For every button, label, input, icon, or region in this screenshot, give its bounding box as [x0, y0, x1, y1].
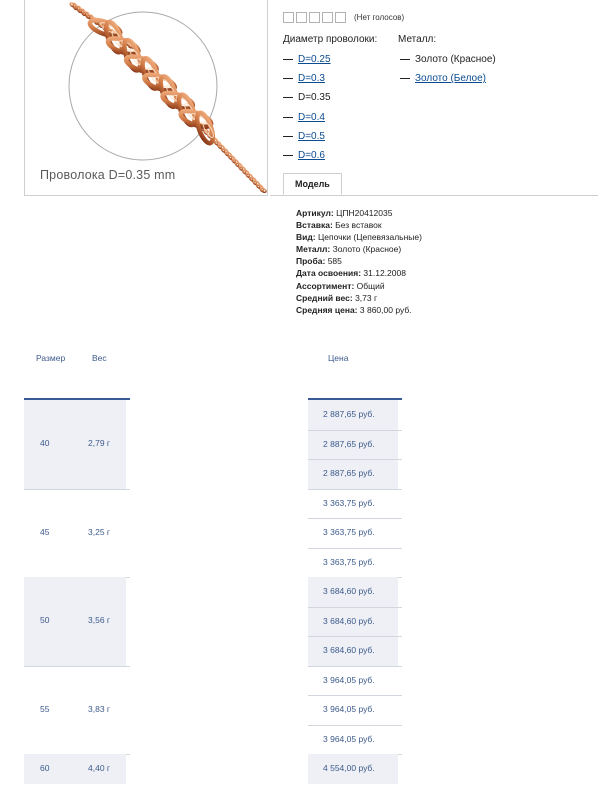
- rating-star-3[interactable]: [309, 12, 320, 23]
- diameter-option-link[interactable]: D=0.5: [298, 130, 325, 142]
- spec-value: 585: [327, 256, 342, 267]
- price-cell: 3 684,60 руб.: [323, 586, 375, 596]
- diameter-options: [283, 50, 331, 165]
- spec-label: Средний вес:: [296, 292, 353, 303]
- spec-label: Вид:: [296, 232, 316, 243]
- group-separator-price: [308, 666, 402, 667]
- diameter-option-link[interactable]: D=0.25: [298, 54, 331, 66]
- column-header-price: Цена: [328, 353, 349, 363]
- group-separator-price: [308, 489, 402, 490]
- spec-row: [296, 243, 422, 255]
- spec-row: [296, 292, 422, 304]
- spec-list: [296, 207, 422, 316]
- rating-text: (Нет голосов): [354, 13, 405, 22]
- price-cell: 2 887,65 руб.: [323, 409, 375, 419]
- price-row-separator: [308, 518, 402, 519]
- group-separator: [24, 489, 130, 490]
- weight-cell: 2,79 г: [88, 438, 111, 449]
- diameter-option[interactable]: [283, 50, 331, 69]
- spec-value: Цепочки (Цепевязальные): [317, 232, 422, 243]
- chain-zoom-section: [88, 17, 216, 145]
- price-row-separator: [308, 636, 402, 637]
- rating-star-2[interactable]: [296, 12, 307, 23]
- spec-row: [296, 280, 422, 292]
- size-cell: 50: [40, 615, 50, 626]
- dash-marker: [400, 78, 410, 79]
- spec-label: Артикул:: [296, 208, 334, 218]
- spec-value: Без вставок: [335, 220, 382, 231]
- weight-cell: 3,83 г: [88, 703, 111, 714]
- price-cell: 3 363,75 руб.: [323, 497, 375, 508]
- product-image: [24, 0, 268, 196]
- spec-value: 3 860,00 руб.: [359, 304, 412, 315]
- spec-value: Золото (Красное): [332, 244, 402, 255]
- tab-model[interactable]: Модель: [283, 173, 342, 195]
- price-cell: 3 363,75 руб.: [323, 527, 375, 537]
- weight-cell: 4,40 г: [88, 762, 111, 773]
- price-cell: 3 964,05 руб.: [323, 733, 375, 744]
- tab-bar-line: [270, 195, 598, 196]
- diameter-option-label: D=0.35: [298, 92, 331, 104]
- diameter-option-link[interactable]: D=0.4: [298, 111, 325, 123]
- price-cell: 2 887,65 руб.: [323, 468, 375, 478]
- diameter-option[interactable]: [283, 127, 331, 146]
- metal-option-label: Золото (Красное): [415, 54, 496, 66]
- spec-label: Средняя цена:: [296, 304, 358, 315]
- price-cell: 3 684,60 руб.: [323, 645, 375, 655]
- dash-marker: [283, 78, 293, 79]
- price-cell: 3 964,05 руб.: [323, 674, 375, 685]
- price-cell: 4 554,00 руб.: [323, 763, 375, 773]
- diameter-option[interactable]: [283, 88, 331, 107]
- diameter-label: Диаметр проволоки:: [283, 34, 378, 45]
- spec-label: Проба:: [296, 256, 326, 267]
- price-row-separator: [308, 430, 402, 431]
- spec-row: [296, 231, 422, 243]
- price-cell: 3 363,75 руб.: [323, 556, 375, 567]
- dash-marker: [283, 155, 293, 156]
- chain-illustration: [25, 0, 268, 196]
- magnifier-circle: [69, 12, 217, 160]
- spec-row: [296, 255, 422, 267]
- dash-marker: [283, 59, 293, 60]
- rating-star-4[interactable]: [322, 12, 333, 23]
- dash-marker: [283, 117, 293, 118]
- size-cell: 55: [40, 703, 50, 714]
- rating[interactable]: [283, 12, 404, 23]
- spec-label: Металл:: [296, 244, 331, 255]
- metal-option[interactable]: [400, 69, 496, 88]
- price-row-separator: [308, 725, 402, 726]
- spec-row: [296, 267, 422, 279]
- column-header-weight: Вес: [92, 353, 107, 363]
- diameter-option[interactable]: [283, 108, 331, 127]
- spec-label: Дата освоения:: [296, 268, 362, 279]
- dash-marker: [283, 97, 293, 98]
- price-cell: 3 684,60 руб.: [323, 615, 375, 626]
- size-cell: 45: [40, 526, 50, 537]
- spec-label: Вставка:: [296, 220, 333, 231]
- metal-label: Металл:: [398, 34, 437, 45]
- dash-marker: [283, 136, 293, 137]
- diameter-option[interactable]: [283, 69, 331, 88]
- price-row-separator: [308, 607, 402, 608]
- spec-row: [296, 207, 422, 219]
- rating-star-5[interactable]: [335, 12, 346, 23]
- spec-value: 3,73 г: [355, 292, 378, 303]
- spec-row: [296, 219, 422, 231]
- metal-options: [400, 50, 496, 88]
- spec-value: Общий: [356, 280, 385, 291]
- rating-star-1[interactable]: [283, 12, 294, 23]
- diameter-option-link[interactable]: D=0.3: [298, 73, 325, 85]
- metal-option[interactable]: [400, 50, 496, 69]
- metal-option-link[interactable]: Золото (Белое): [415, 73, 487, 85]
- spec-label: Ассортимент:: [296, 280, 355, 291]
- price-row-separator: [308, 459, 402, 460]
- diameter-option[interactable]: [283, 146, 331, 165]
- price-row-separator: [308, 695, 402, 696]
- column-header-size: Размер: [36, 353, 66, 363]
- diameter-option-link[interactable]: D=0.6: [298, 150, 325, 162]
- weight-cell: 3,56 г: [88, 615, 111, 626]
- price-cell: 2 887,65 руб.: [323, 438, 375, 449]
- size-cell: 40: [40, 438, 50, 449]
- spec-value: 31.12.2008: [363, 268, 406, 279]
- spec-row: [296, 304, 422, 316]
- price-cell: 3 964,05 руб.: [323, 704, 375, 714]
- price-row-separator: [308, 548, 402, 549]
- weight-cell: 3,25 г: [88, 526, 111, 537]
- image-caption: Проволока D=0.35 mm: [40, 168, 176, 182]
- size-cell: 60: [40, 762, 50, 773]
- spec-value: ЦПН20412035: [336, 208, 393, 218]
- group-separator: [24, 666, 130, 667]
- dash-marker: [400, 59, 410, 60]
